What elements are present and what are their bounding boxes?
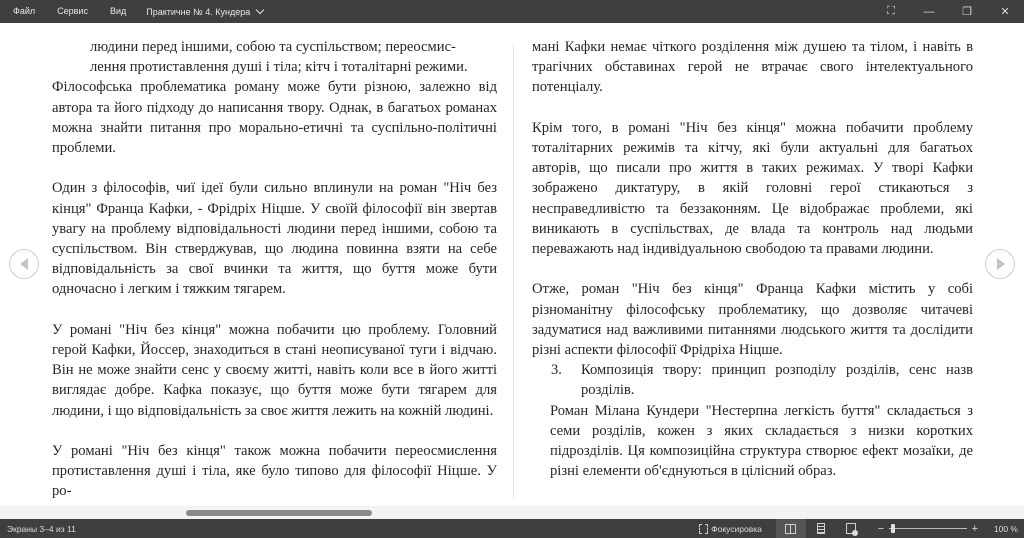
zoom-track [889, 528, 967, 529]
restore-button[interactable] [948, 0, 986, 23]
book-icon [785, 524, 796, 534]
minimize-icon: — [923, 5, 935, 18]
arrow-left-icon [20, 258, 28, 270]
paragraph: Один з філософів, чиї ідеї були сильно вплинули на роман "Ніч без кінця" Франца Кафки, - Фрідріх Ніцше. У своїй філософії він звертав увагу на проблему відповідальності людини перед іншими, собою та суспільством. Він стверджував, що людина повинна взяти на себе відповідальність за свої вчинки та життя, що буття може бути одночасно і легким і тяжким тягарем. [52, 180, 497, 298]
window-controls [872, 0, 1024, 23]
chevron-down-icon [256, 5, 264, 13]
indented-line: лення протиставлення душі і тіла; кітч і тоталітарні режими. [90, 59, 468, 76]
paragraph: Отже, роман "Ніч без кінця" Франца Кафки містить у собі різноманітну філософську проблематику, що дозволяє читачеві задуматися над важливими питаннями людського життя та дослідити різні аспекти філософії Фрідріха Ніцше. [532, 281, 973, 359]
left-page [52, 37, 497, 502]
paragraph: Крім того, в романі "Ніч без кінця" можна побачити проблему тоталітарних режимів та кітчу, які були актуальні для багатьох авторів, що писали про життя в таких режимах. У творі Кафки зображено диктатуру, в якій головні герої стикаються з несправедливістю та беззаконням. Це відображає проблеми, які виникають в суспільствах, де влада та контроль над людьми переважають над індивідуальною свободою та правами людини. [532, 119, 973, 258]
minimize-button[interactable] [910, 0, 948, 23]
page-divider [513, 45, 514, 498]
zoom-thumb[interactable] [891, 524, 895, 533]
list-text: Композиція твору: принцип розподілу розділів, сенс назв розділів. [581, 362, 973, 399]
read-mode-button[interactable] [776, 519, 806, 538]
horizontal-scrollbar[interactable] [0, 506, 1024, 519]
list-item [532, 360, 973, 400]
document-title: Практичне № 4. Кундера [146, 6, 251, 17]
web-layout-button[interactable] [836, 519, 866, 538]
zoom-level[interactable]: 100 % [993, 523, 1018, 534]
paragraph: Роман Мілана Кундери "Нестерпна легкість буття" складається з семи розділів, кожен з яких складається з низки коротких підрозділів. Ця композиційна структура створює ефект мозаїки, де різні елементи об'єднуються в цілісний образ. [550, 402, 973, 480]
menu-file[interactable]: Файл [13, 6, 36, 16]
page-icon [817, 523, 825, 534]
menu-view[interactable]: Вид [109, 6, 127, 16]
close-icon: ✕ [1000, 6, 1010, 18]
focus-icon [699, 524, 708, 534]
right-page [532, 37, 973, 481]
title-bar [0, 0, 1024, 23]
print-layout-button[interactable] [806, 519, 836, 538]
document-title-dropdown[interactable] [140, 0, 269, 23]
list-number: 3. [551, 362, 562, 379]
zoom-slider[interactable] [889, 519, 967, 538]
indented-line: людини перед іншими, собою та суспільством; переосмис- [90, 39, 456, 55]
web-layout-icon [846, 523, 856, 534]
fullscreen-button[interactable] [872, 0, 910, 23]
focus-label: Фокусировка [711, 523, 762, 534]
restore-icon: ❐ [962, 6, 972, 18]
next-page-button[interactable] [985, 249, 1015, 279]
reading-area [0, 23, 1024, 506]
menu-service[interactable]: Сервис [57, 6, 88, 16]
scrollbar-thumb[interactable] [186, 510, 372, 516]
close-button[interactable] [986, 0, 1024, 23]
paragraph: Філософська проблематика роману може бути різною, залежно від автора та його підходу до написання твору. Однак, в багатьох романах можна знайти питання про морально-етичні та суспільно-політичні проблеми. [52, 79, 497, 157]
screens-indicator: Экраны 3–4 из 11 [7, 523, 76, 534]
previous-page-button[interactable] [9, 249, 39, 279]
status-bar [0, 519, 1024, 538]
zoom-in-button[interactable]: + [971, 522, 979, 535]
paragraph: У романі "Ніч без кінця" можна побачити цю проблему. Головний герой Кафки, Йоссер, знаходиться в стані неописуваної туги і відчаю. Він не може знайти сенс у своєму житті, навіть коли все в його житті виглядає добре. Кафка показує, що буття може бути тягарем для людини, і що відповідальність за своє життя лежить на кожній людині. [52, 321, 497, 419]
focus-mode-button[interactable] [693, 519, 768, 538]
paragraph: У романі "Ніч без кінця" також можна побачити переосмислення протиставлення душі і тіла, яке було типово для філософії Ніцше. У ро- [52, 443, 497, 500]
paragraph: мані Кафки немає чіткого розділення між душею та тілом, і навіть в трагічних обставинах герой не втрачає свого інтелектуального потенціалу. [532, 39, 973, 96]
arrow-right-icon [997, 258, 1005, 270]
fullscreen-icon: ⛶ [887, 5, 895, 17]
zoom-out-button[interactable]: − [877, 522, 885, 535]
